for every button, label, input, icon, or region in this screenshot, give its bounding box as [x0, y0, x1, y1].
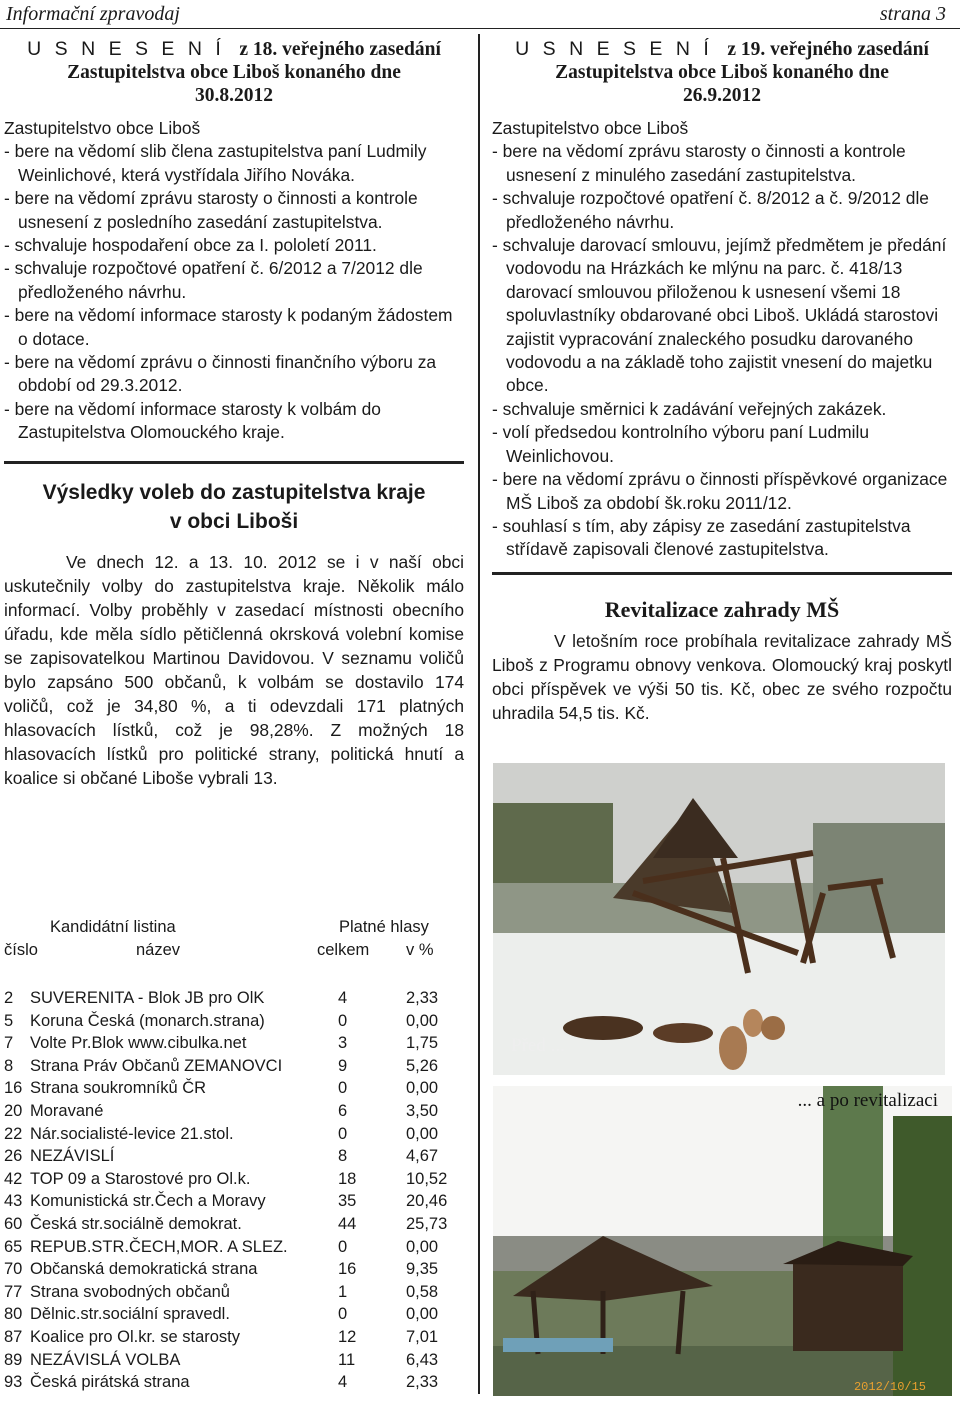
- party-percent: 0,00: [406, 1079, 439, 1098]
- party-number: 26: [4, 1147, 23, 1166]
- resolution-item: - schvaluje darovací smlouvu, jejímž předmětem je předání vodovodu na Hrázkách ke mlýnu na parc. č. 418/13 darovací smlouvou přiloženou k usnesení všemi 18 spoluvlastníky obdarované obci Liboš. Ukládá starostovi zajistit vypracování znaleckého posudku darovaného vodovodu a na základě toho zajistit vnesení do majetku obce.: [492, 235, 947, 396]
- party-number: 89: [4, 1350, 23, 1369]
- party-name: Komunistická str.Čech a Moravy: [30, 1192, 266, 1211]
- party-votes: 35: [338, 1192, 357, 1211]
- resolution-item: - schvaluje hospodaření obce za I. pololetí 2011.: [4, 235, 377, 256]
- resolution-18-heading: U S N E S E N Í z 18. veřejného zasedání Zastupitelstva obce Liboš konaného dne 30.8.2012: [27, 38, 441, 106]
- party-votes: 3: [338, 1034, 348, 1053]
- resolution-item: - schvaluje rozpočtové opatření č. 8/2012 a č. 9/2012 dle předloženého návrhu.: [492, 188, 929, 232]
- table-row: [4, 1281, 464, 1304]
- photo-date-stamp: 2012/10/15: [853, 1380, 926, 1394]
- table-header-top: [4, 918, 464, 941]
- party-votes: 8: [338, 1147, 348, 1166]
- resolution-item: - bere na vědomí slib člena zastupitelstva paní Ludmily Weinlichové, která vystřídala Jiřího Nováka.: [4, 141, 427, 185]
- party-name: Nár.socialisté-levice 21.stol.: [30, 1124, 234, 1143]
- newsletter-name: Informační zpravodaj: [6, 3, 180, 25]
- party-percent: 25,73: [406, 1214, 448, 1233]
- photo-after-illustration: [493, 1086, 952, 1396]
- table-row: [4, 987, 464, 1010]
- party-name: NEZÁVISLÁ VOLBA: [30, 1350, 181, 1369]
- party-votes: 12: [338, 1327, 357, 1346]
- party-number: 65: [4, 1237, 23, 1256]
- photo-garden-before: [493, 763, 945, 1075]
- revitalization-text: V letošním roce probíhala revitalizace zahrady MŠ Liboš z Programu obnovy venkova. Olomoucký kraj poskytl obci příspěvek ve výši 50 tis. Kč, obec ze svého rozpočtu uhradila 54,5 tis. Kč.: [492, 630, 952, 723]
- table-row: [4, 1326, 464, 1349]
- resolution-19-items: [492, 140, 952, 561]
- party-votes: 0: [338, 1011, 348, 1030]
- party-number: 2: [4, 989, 14, 1007]
- party-percent: 2,33: [406, 1373, 439, 1392]
- party-number: 70: [4, 1260, 23, 1279]
- party-percent: 5,26: [406, 1056, 439, 1075]
- page-header: [0, 0, 960, 29]
- party-number: 16: [4, 1079, 23, 1098]
- party-percent: 0,00: [406, 1305, 439, 1324]
- resolution-19-heading: U S N E S E N Í z 19. veřejného zasedání Zastupitelstva obce Liboš konaného dne 26.9.2012: [515, 38, 929, 106]
- party-name: Strana svobodných občanů: [30, 1282, 230, 1301]
- table-row: [4, 1190, 464, 1213]
- party-percent: 0,00: [406, 1011, 439, 1030]
- party-number: 77: [4, 1282, 23, 1301]
- party-percent: 20,46: [406, 1192, 448, 1211]
- table-row: [4, 1168, 464, 1191]
- party-percent: 1,75: [406, 1034, 439, 1053]
- party-number: 80: [4, 1305, 23, 1324]
- party-number: 5: [4, 1011, 14, 1030]
- party-name: Volte Pr.Blok www.cibulka.net: [30, 1034, 247, 1053]
- table-row: [4, 1145, 464, 1168]
- table-row: [4, 1010, 464, 1033]
- election-title: Výsledky voleb do zastupitelstva kraje v obci Liboši: [42, 480, 426, 533]
- table-row: [4, 1100, 464, 1123]
- resolution-item: - volí předsedou kontrolního výboru paní Ludmilu Weinlichovou.: [492, 422, 870, 466]
- party-votes: 18: [338, 1169, 357, 1188]
- table-row: [4, 1258, 464, 1281]
- party-number: 22: [4, 1124, 23, 1143]
- photo-before-illustration: [493, 763, 945, 1075]
- party-percent: 9,35: [406, 1260, 439, 1279]
- photo-after-caption: ... a po revitalizaci: [797, 1090, 938, 1111]
- table-row: [4, 1077, 464, 1100]
- party-number: 7: [4, 1034, 14, 1053]
- party-percent: 0,58: [406, 1282, 439, 1301]
- col-name: název: [136, 941, 181, 959]
- party-votes: 0: [338, 1237, 348, 1256]
- resolution-item: - bere na vědomí zprávu o činnosti finančního výboru za období od 29.3.2012.: [4, 352, 437, 396]
- resolution-18-items: [4, 140, 464, 444]
- party-number: 8: [4, 1056, 14, 1075]
- col-candidate-list: Kandidátní listina: [50, 918, 176, 936]
- party-name: TOP 09 a Starostové pro Ol.k.: [30, 1169, 251, 1188]
- party-name: Moravané: [30, 1101, 104, 1120]
- column-divider: [478, 34, 480, 1394]
- party-votes: 4: [338, 989, 348, 1007]
- party-name: Strana soukromníků ČR: [30, 1079, 207, 1098]
- party-percent: 6,43: [406, 1350, 439, 1369]
- table-row: [4, 1236, 464, 1259]
- photo-garden-after: [493, 1086, 952, 1396]
- party-name: Občanská demokratická strana: [30, 1260, 258, 1279]
- party-percent: 7,01: [406, 1327, 439, 1346]
- party-name: Strana Práv Občanů ZEMANOVCI: [30, 1056, 283, 1075]
- col-number: číslo: [4, 941, 38, 959]
- page-number: strana 3: [879, 3, 946, 25]
- party-number: 20: [4, 1101, 23, 1120]
- party-number: 87: [4, 1327, 23, 1346]
- party-percent: 2,33: [406, 989, 439, 1007]
- table-row: [4, 1349, 464, 1372]
- resolution-item: - souhlasí s tím, aby zápisy ze zasedání zastupitelstva střídavě zapisovali členové zastupitelstva.: [492, 515, 911, 560]
- revitalization-title: Revitalizace zahrady MŠ: [604, 596, 840, 622]
- resolution-item: - bere na vědomí zprávu o činnosti příspěvkové organizace MŠ Liboš za období šk.roku 2011/12.: [492, 469, 948, 513]
- party-votes: 6: [338, 1101, 348, 1120]
- party-number: 93: [4, 1373, 23, 1392]
- resolution-19-intro: Zastupitelstvo obce Liboš: [492, 118, 689, 138]
- party-votes: 44: [338, 1214, 357, 1233]
- table-header-bottom: [4, 941, 464, 964]
- party-percent: 4,67: [406, 1147, 439, 1166]
- party-votes: 4: [338, 1373, 348, 1392]
- party-votes: 0: [338, 1124, 348, 1143]
- left-column: [4, 38, 464, 790]
- col-total: celkem: [317, 941, 370, 959]
- resolution-item: - bere na vědomí informace starosty k podaným žádostem o dotace.: [4, 305, 453, 349]
- election-results-table: [4, 918, 464, 1392]
- resolution-item: - schvaluje směrnici k zadávání veřejných zakázek.: [492, 398, 887, 419]
- resolution-18-intro: Zastupitelstvo obce Liboš: [4, 118, 201, 138]
- party-percent: 3,50: [406, 1101, 439, 1120]
- party-number: 43: [4, 1192, 23, 1211]
- resolution-item: - bere na vědomí informace starosty k volbám do Zastupitelstva Olomouckého kraje.: [4, 398, 381, 443]
- party-name: Koruna Česká (monarch.strana): [30, 1011, 265, 1030]
- table-row: [4, 1123, 464, 1146]
- party-percent: 0,00: [406, 1237, 439, 1256]
- resolution-item: - schvaluje rozpočtové opatření č. 6/2012 a 7/2012 dle předloženého návrhu.: [4, 258, 423, 302]
- party-name: REPUB.STR.ČECH,MOR. A SLEZ.: [30, 1237, 288, 1256]
- party-votes: 1: [338, 1282, 348, 1301]
- election-text: Ve dnech 12. a 13. 10. 2012 se i v naší obci uskutečnily volby do zastupitelstva kraje. Několik málo informací. Volby proběhly v zasedací místnosti obecního úřadu, kde měla sídlo pětičlenná okrsková volební komise se zapisovatelkou Martinou Davidovou. V seznamu voličů bylo zapsáno 500 občanů, k volbám se dostavilo 174 voličů, což je 34,80 %, a ti odevzdali 171 platných hlasovacích lístků, což je 98,28%. Z možných 18 hlasovacích lístků pro politické strany, politická hnutí a koalice si občané Liboše vybrali 13.: [4, 551, 464, 788]
- party-number: 42: [4, 1169, 23, 1188]
- right-column: [492, 38, 952, 725]
- table-row: [4, 1371, 464, 1394]
- photo-before-caption: Před ...: [511, 1035, 565, 1056]
- party-votes: 0: [338, 1305, 348, 1324]
- party-number: 60: [4, 1214, 23, 1233]
- party-name: Koalice pro Ol.kr. se starosty: [30, 1327, 240, 1346]
- party-name: Dělnic.str.sociální spravedl.: [30, 1305, 230, 1324]
- table-body: [4, 987, 464, 1394]
- resolution-item: - bere na vědomí zprávu starosty o činnosti a kontrole usnesení z posledního zasedání zastupitelstva.: [4, 188, 418, 232]
- party-name: NEZÁVISLÍ: [30, 1147, 115, 1166]
- party-percent: 10,52: [406, 1169, 448, 1188]
- table-row: [4, 1213, 464, 1236]
- party-votes: 11: [338, 1350, 356, 1369]
- col-percent: v %: [406, 941, 434, 959]
- party-votes: 9: [338, 1056, 348, 1075]
- table-row: [4, 1303, 464, 1326]
- party-votes: 0: [338, 1079, 348, 1098]
- party-name: Česká pirátská strana: [30, 1373, 190, 1392]
- col-valid-votes: Platné hlasy: [339, 918, 429, 936]
- party-name: Česká str.sociálně demokrat.: [30, 1214, 242, 1233]
- party-name: SUVERENITA - Blok JB pro OlK: [30, 989, 265, 1007]
- party-percent: 0,00: [406, 1124, 439, 1143]
- table-row: [4, 1055, 464, 1078]
- party-votes: 16: [338, 1260, 357, 1279]
- table-row: [4, 1032, 464, 1055]
- resolution-item: - bere na vědomí zprávu starosty o činnosti a kontrole usnesení z minulého zasedání zastupitelstva.: [492, 141, 906, 185]
